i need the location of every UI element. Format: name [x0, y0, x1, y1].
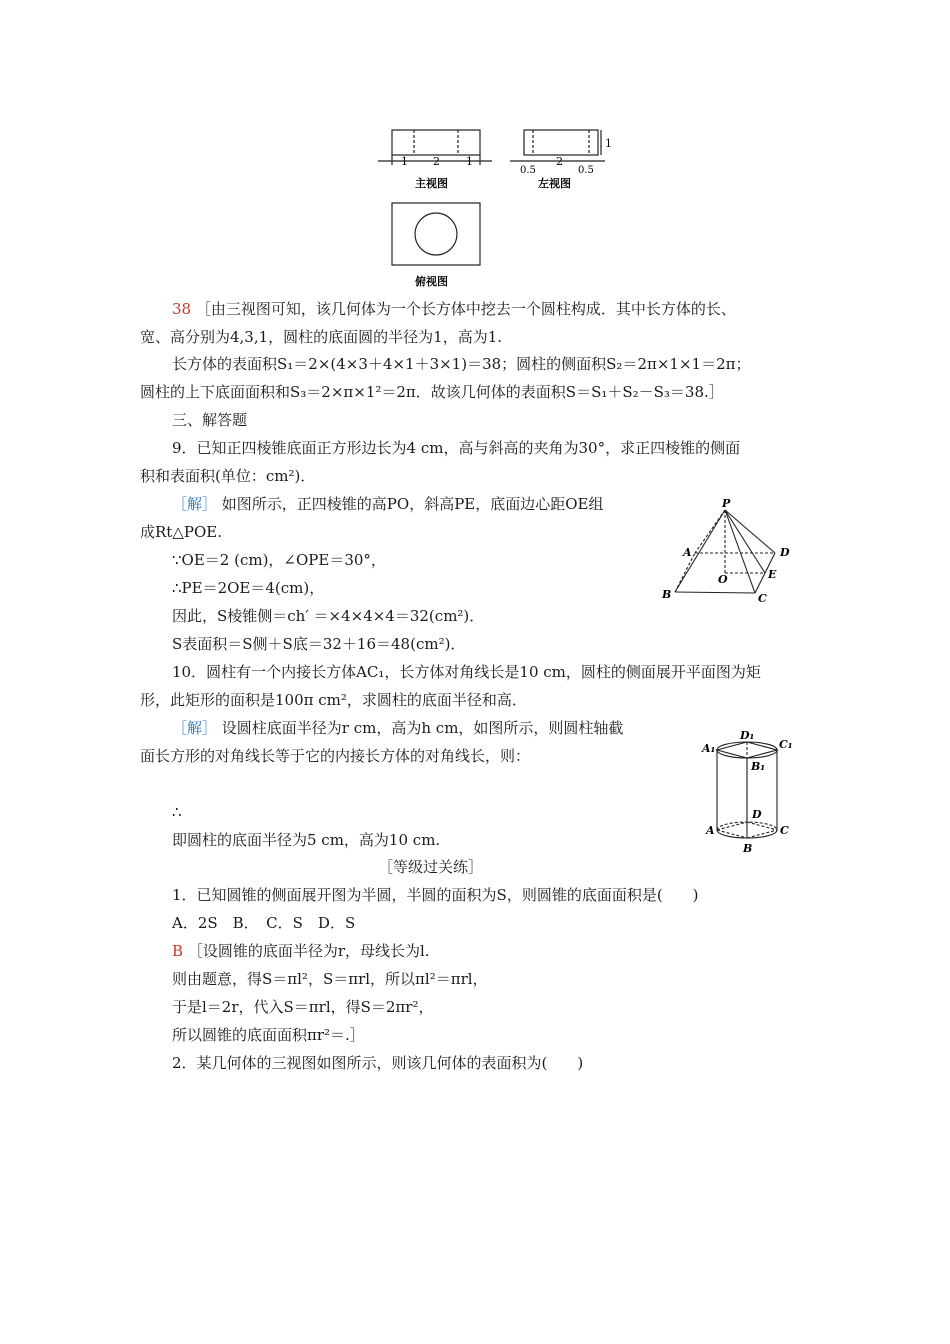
top-view — [392, 203, 480, 265]
q9-solution-line2: 成Rt△POE. — [140, 523, 222, 541]
q9-solution-tag: ［解］ — [172, 495, 218, 513]
cylinder-label-c1: C₁ — [779, 738, 793, 751]
q8-line2: 宽、高分别为4,3,1，圆柱的底面圆的半径为1，高为1. — [140, 328, 503, 346]
p1-solution-text1: ［设圆锥的底面半径为r，母线长为l. — [187, 942, 430, 960]
p1-solution-line1 — [172, 940, 430, 962]
pyramid-label-b: B — [662, 588, 672, 601]
pyramid-figure — [650, 498, 800, 608]
q9-solution-text1: 如图所示，正四棱锥的高PO，斜高PE，底面边心距OE组 — [221, 495, 604, 513]
pyramid-label-d: D — [780, 546, 790, 559]
q8-answer: 38 — [172, 300, 192, 318]
q10-solution-line3: ∴ — [172, 803, 182, 821]
q9-question-line2: 积和表面积(单位：cm²)． — [140, 467, 316, 485]
cylinder-figure — [700, 728, 800, 860]
level-title: ［等级过关练］ — [378, 858, 484, 876]
q8-line4: 圆柱的上下底面面积和S₃＝2×π×1²＝2π．故该几何体的表面积S＝S₁＋S₂－S₃＝38.］ — [140, 383, 724, 401]
q10-question-line1: 10．圆柱有一个内接长方体AC₁，长方体对角线长是10 cm，圆柱的侧面展开平面图为矩 — [172, 663, 761, 681]
cylinder-label-a: A — [706, 824, 715, 837]
front-dim-1: 1 — [401, 155, 408, 168]
q8-line1 — [172, 298, 736, 320]
left-dim-3: 0.5 — [578, 165, 594, 176]
p1-answer: B — [172, 942, 184, 960]
q10-solution-tag: ［解］ — [172, 719, 218, 737]
q9-solution-line6: S表面积＝S侧＋S底＝32＋16＝48(cm²)． — [172, 635, 466, 653]
p1-solution-line4: 所以圆锥的底面面积πr²＝.］ — [172, 1026, 365, 1044]
section-title: 三、解答题 — [172, 411, 248, 429]
cylinder-label-a1: A₁ — [702, 742, 716, 755]
q9-solution-line4: ∴PE＝2OE＝4(cm)， — [172, 579, 325, 597]
q10-question-line2: 形，此矩形的面积是100π cm²，求圆柱的底面半径和高． — [140, 691, 527, 709]
p2-question: 2．某几何体的三视图如图所示，则该几何体的表面积为( ) — [172, 1054, 584, 1072]
q9-question-line1: 9．已知正四棱锥底面正方形边长为4 cm，高与斜高的夹角为30°，求正四棱锥的侧面 — [172, 439, 741, 457]
top-view-label: 俯视图 — [415, 275, 448, 288]
front-dim-2: 2 — [433, 155, 440, 168]
q10-solution-line4: 即圆柱的底面半径为5 cm，高为10 cm. — [172, 831, 441, 849]
q9-solution-line3: ∵OE＝2 (cm)，∠OPE＝30°， — [172, 551, 386, 569]
q10-solution-line2: 面长方形的对角线长等于它的内接长方体的对角线长，则： — [140, 747, 531, 765]
front-dim-3: 1 — [466, 155, 473, 168]
q8-line3: 长方体的表面积S₁＝2×(4×3＋4×1＋3×1)＝38；圆柱的侧面积S₂＝2π×1×1＝2π； — [172, 355, 751, 373]
cylinder-label-c: C — [780, 824, 789, 837]
pyramid-label-e: E — [768, 568, 777, 581]
cylinder-label-b: B — [743, 842, 753, 855]
p1-solution-line3: 于是l＝2r，代入S＝πrl，得S＝2πr²， — [172, 998, 434, 1016]
left-view-label: 左视图 — [538, 177, 571, 190]
q10-solution-line1 — [172, 717, 623, 739]
front-view-label: 主视图 — [415, 177, 448, 190]
pyramid-label-p: P — [722, 498, 731, 510]
q8-text1: ［由三视图可知，该几何体为一个长方体中挖去一个圆柱构成．其中长方体的长、 — [195, 300, 736, 318]
q9-solution-line5: 因此，S棱锥侧＝ch′ ＝×4×4×4＝32(cm²)． — [172, 607, 485, 625]
three-views-figure — [370, 125, 620, 295]
cylinder-label-d: D — [752, 808, 762, 821]
p1-solution-line2: 则由题意，得S＝πl²，S＝πrl，所以πl²＝πrl， — [172, 970, 488, 988]
pyramid-label-c: C — [758, 592, 767, 605]
left-dim-1: 0.5 — [520, 165, 536, 176]
q9-solution-line1 — [172, 493, 603, 515]
cylinder-label-d1: D₁ — [740, 729, 755, 742]
left-dim-4: 1 — [605, 137, 612, 150]
p1-options: A．2S B． C．S D．S — [172, 914, 356, 932]
cylinder-label-b1: B₁ — [751, 760, 766, 773]
left-dim-2: 2 — [556, 155, 563, 168]
q10-solution-text1: 设圆柱底面半径为r cm，高为h cm，如图所示，则圆柱轴截 — [221, 719, 624, 737]
pyramid-label-o: O — [718, 573, 728, 586]
pyramid-label-a: A — [683, 546, 692, 559]
p1-question: 1．已知圆锥的侧面展开图为半圆，半圆的面积为S，则圆锥的底面面积是( ) — [172, 886, 699, 904]
